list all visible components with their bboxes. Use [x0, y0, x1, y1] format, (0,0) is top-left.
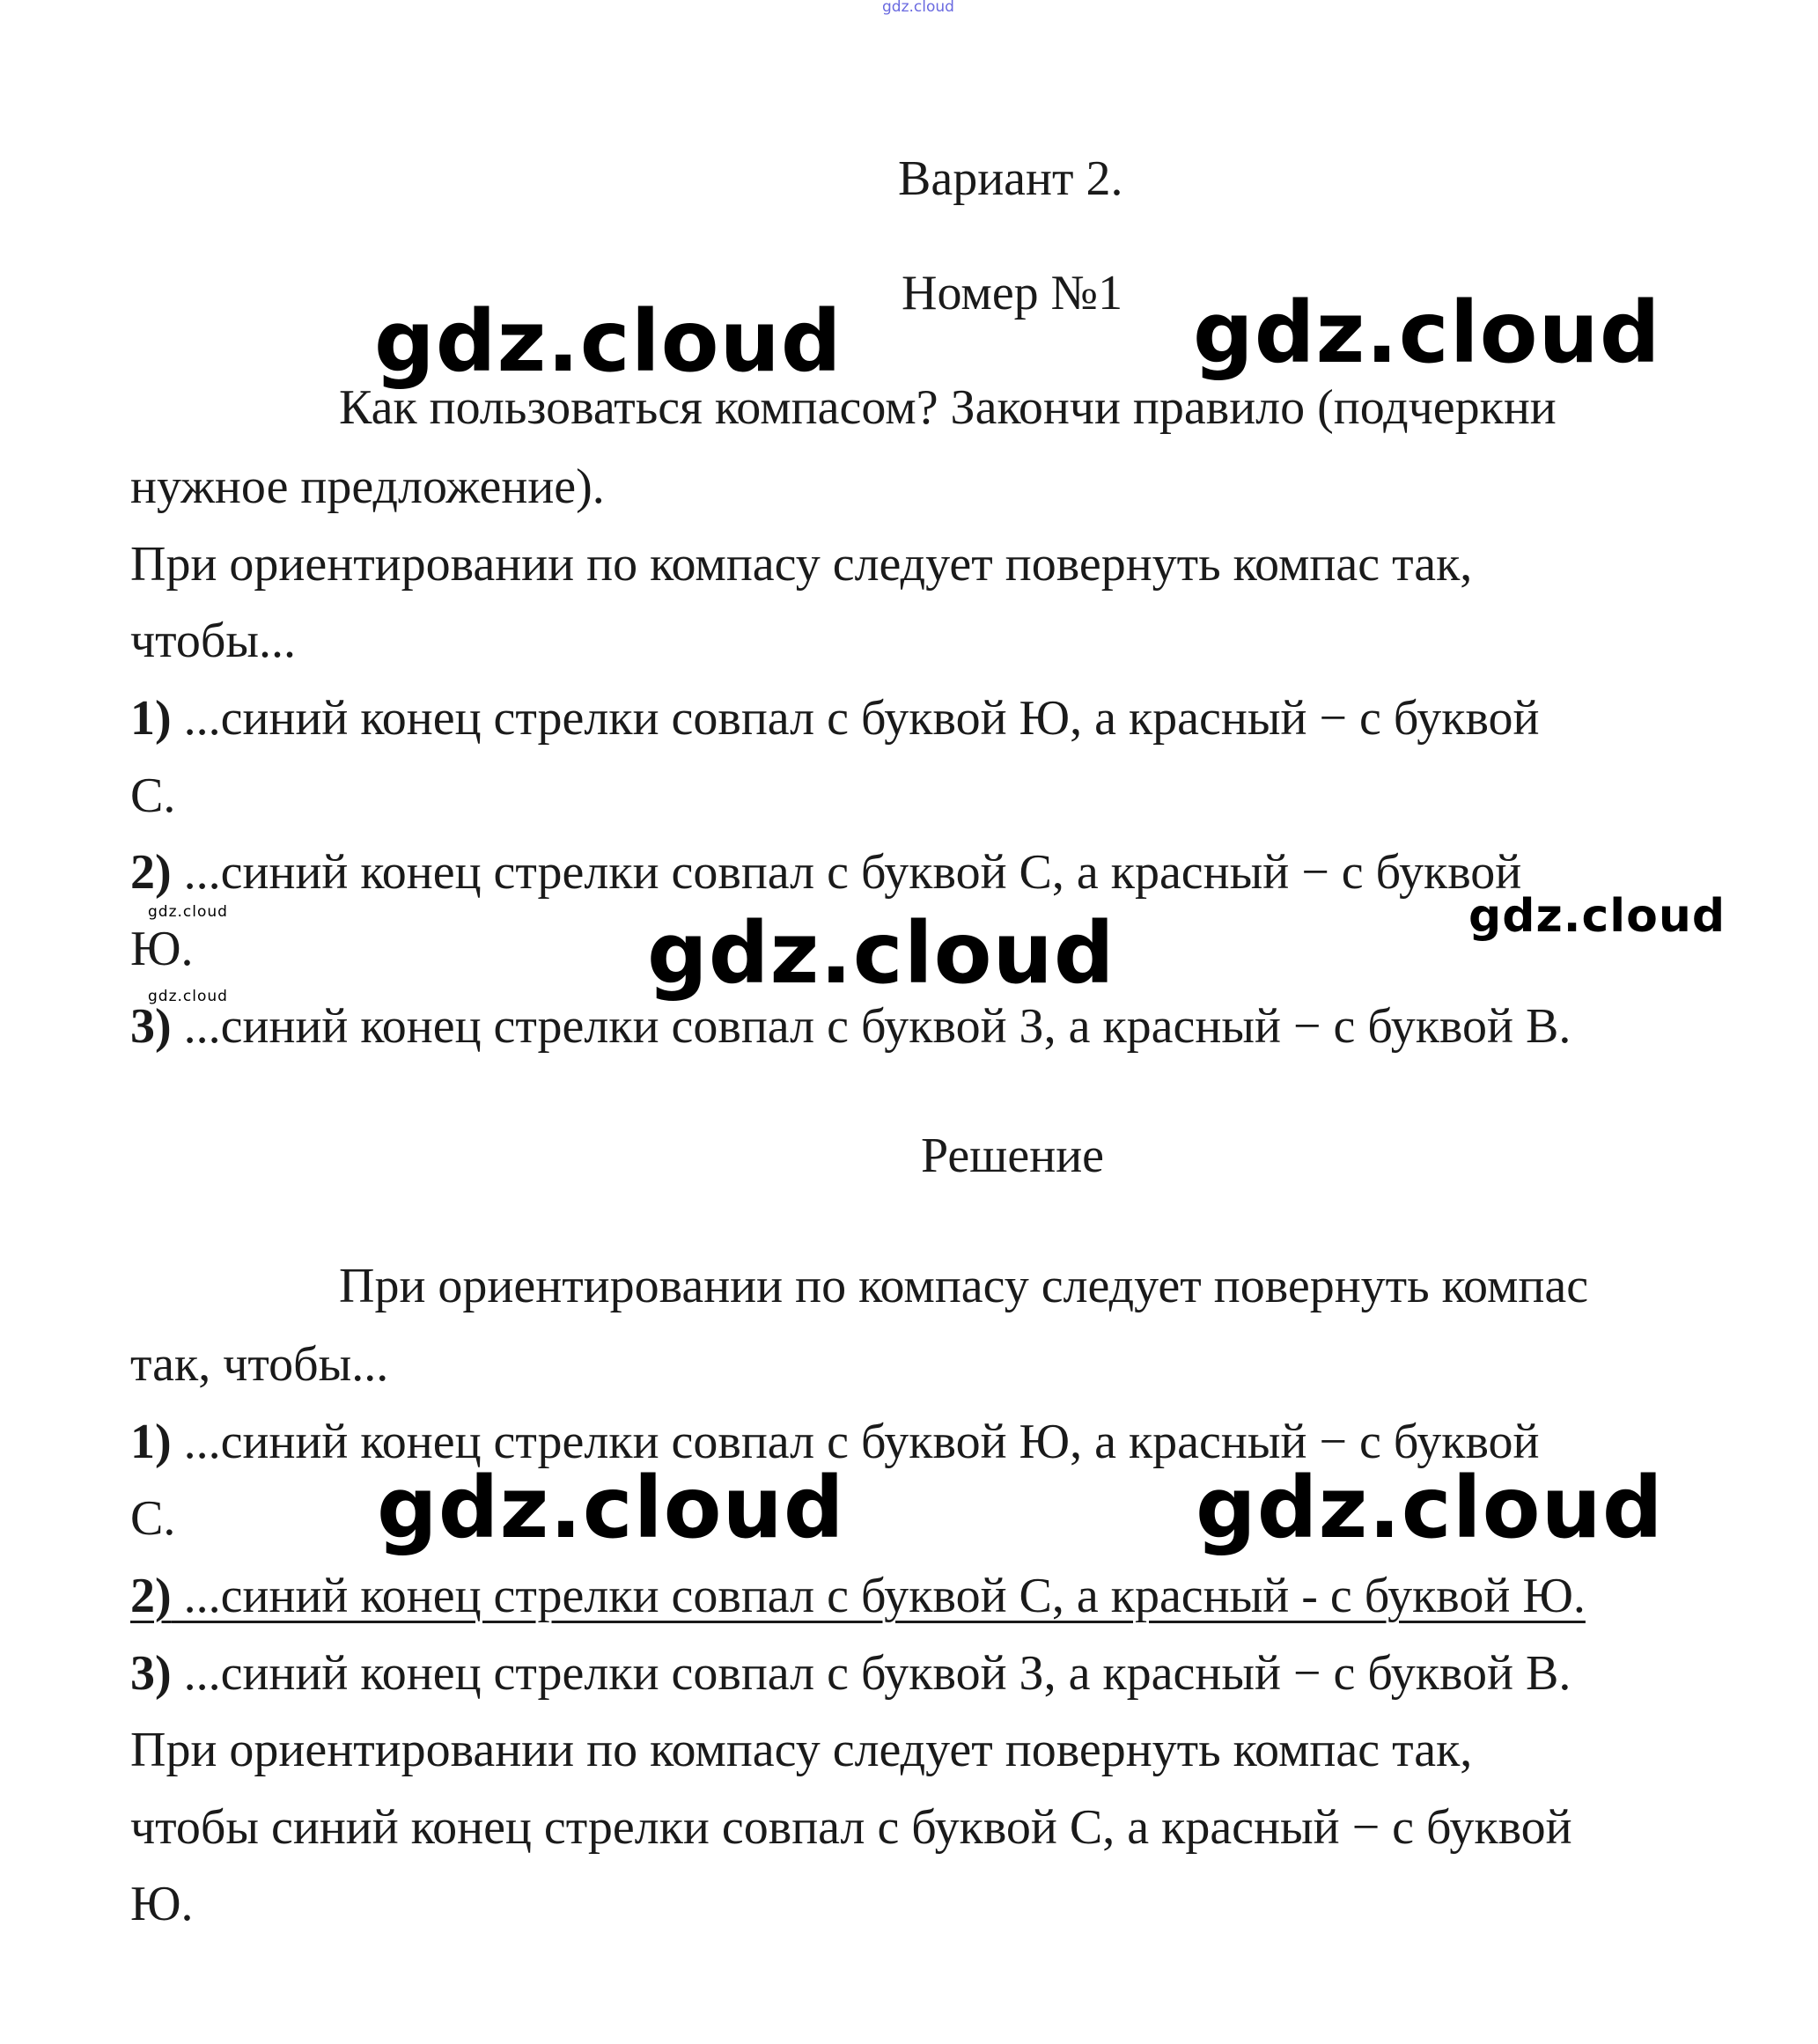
answer-line-3: Ю.	[130, 1877, 194, 1931]
lead-line-1: При ориентировании по компасу следует повернуть компас так,	[130, 537, 1473, 592]
solution-option-2-underlined	[130, 1571, 1586, 1621]
task-option-2	[130, 845, 1522, 900]
watermark: gdz.cloud	[647, 904, 1115, 1003]
option-text: ...синий конец стрелки совпал с буквой С, а красный − с буквой	[171, 845, 1522, 900]
solution-option-1-cont: С.	[130, 1491, 176, 1546]
task-number: Номер №1	[902, 266, 1123, 320]
watermark: gdz.cloud	[377, 1459, 845, 1557]
watermark: gdz.cloud	[1193, 283, 1661, 382]
option-number: 1)	[130, 1415, 172, 1469]
lead-line-2: чтобы...	[130, 614, 297, 668]
task-option-1	[130, 691, 1540, 746]
option-number: 3)	[130, 1646, 172, 1701]
option-number: 3)	[130, 999, 172, 1054]
task-option-3	[130, 999, 1571, 1054]
task-option-1-cont: С.	[130, 768, 176, 823]
option-text: ...синий конец стрелки совпал с буквой З, а красный − с буквой В.	[171, 1646, 1571, 1701]
watermark: gdz.cloud	[1468, 890, 1726, 943]
answer-line-2: чтобы синий конец стрелки совпал с буквой С, а красный − с буквой	[130, 1800, 1572, 1855]
option-text: ...синий конец стрелки совпал с буквой Ю, а красный − с буквой	[171, 1415, 1540, 1469]
option-text: ...синий конец стрелки совпал с буквой З, а красный − с буквой В.	[171, 999, 1571, 1054]
option-text: ...синий конец стрелки совпал с буквой С, а красный - с буквой Ю.	[171, 1569, 1586, 1623]
option-number: 2)	[130, 1569, 172, 1623]
option-number: 2)	[130, 845, 172, 900]
question-line-1: Как пользоваться компасом? Закончи правило (подчеркни	[339, 380, 1557, 435]
solution-lead-line-2: так, чтобы...	[130, 1337, 389, 1392]
watermark-top: gdz.cloud	[882, 0, 954, 16]
solution-lead-line-1: При ориентировании по компасу следует повернуть компас	[339, 1259, 1589, 1313]
solution-option-3	[130, 1646, 1571, 1701]
watermark: gdz.cloud	[148, 988, 228, 1005]
option-text: ...синий конец стрелки совпал с буквой Ю, а красный − с буквой	[171, 691, 1540, 746]
watermark: gdz.cloud	[374, 292, 843, 391]
variant-title: Вариант 2.	[898, 151, 1123, 206]
option-number: 1)	[130, 691, 172, 746]
solution-title: Решение	[921, 1129, 1105, 1183]
task-option-2-cont: Ю.	[130, 922, 194, 976]
question-line-2: нужное предложение).	[130, 460, 605, 514]
watermark: gdz.cloud	[1196, 1459, 1664, 1557]
answer-line-1: При ориентировании по компасу следует повернуть компас так,	[130, 1723, 1473, 1777]
watermark: gdz.cloud	[148, 903, 228, 921]
